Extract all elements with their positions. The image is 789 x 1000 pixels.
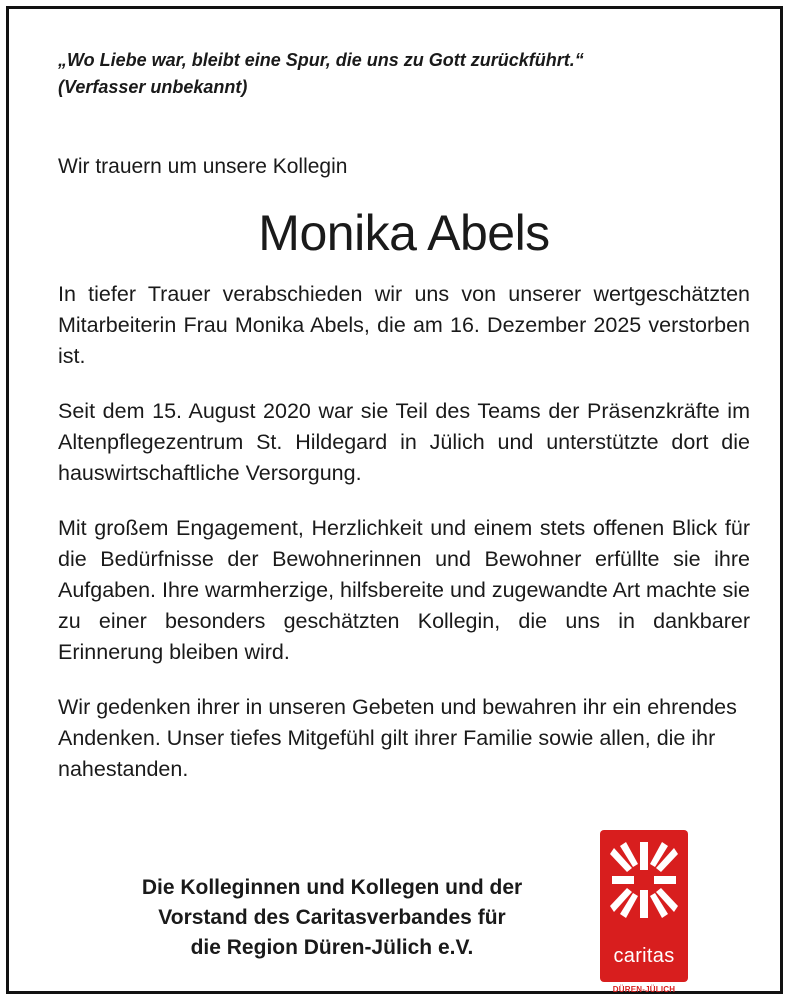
quote: [58, 47, 750, 101]
deceased-name: Monika Abels: [258, 205, 550, 261]
intro-text: Wir trauern um unsere Kollegin: [58, 155, 348, 178]
paragraph-4: Wir gedenken ihrer in unseren Gebeten und bewahren ihr ein ehrendes Andenken. Unser tiefes Mitgefühl gilt ihrer Familie sowie allen, die ihr nahestanden.: [58, 695, 737, 781]
caritas-logo-box: [600, 830, 688, 982]
signature-line-2: Vorstand des Caritasverbandes für: [158, 906, 506, 929]
obituary-frame: [6, 6, 783, 994]
caritas-flame-cross-icon: [600, 830, 688, 940]
obituary-content: [58, 47, 750, 994]
caritas-logo-text: caritas: [613, 945, 675, 967]
quote-text: „Wo Liebe war, bleibt eine Spur, die uns zu Gott zurückführt.“: [58, 50, 584, 70]
paragraph-3: Mit großem Engagement, Herzlichkeit und einem stets offenen Blick für die Bedürfnisse der Bewohnerinnen und Bewohner erfüllte sie ihre Aufgaben. Ihre warmherzige, hilfsbereite und zugewandte Art machte sie zu einer besonders geschätzten Kollegin, die uns in dankbarer Erinnerung bleiben wird.: [58, 516, 750, 664]
signature: [58, 873, 606, 963]
caritas-logo-region: DÜREN-JÜLICH: [612, 985, 676, 994]
signature-line-3: die Region Düren-Jülich e.V.: [190, 936, 474, 959]
quote-author: (Verfasser unbekannt): [58, 77, 248, 97]
signature-line-1: Die Kolleginnen und Kollegen und der: [141, 876, 523, 899]
caritas-logo: [600, 830, 688, 994]
paragraph-1: In tiefer Trauer verabschieden wir uns von unserer wertgeschätzten Mitarbeiterin Frau Monika Abels, die am 16. Dezember 2025 verstorben ist.: [58, 282, 750, 368]
paragraph-2: Seit dem 15. August 2020 war sie Teil des Teams der Präsenzkräfte im Altenpflegezentrum St. Hildegard in Jülich und unterstützte dort die hauswirtschaftliche Versorgung.: [58, 399, 750, 485]
